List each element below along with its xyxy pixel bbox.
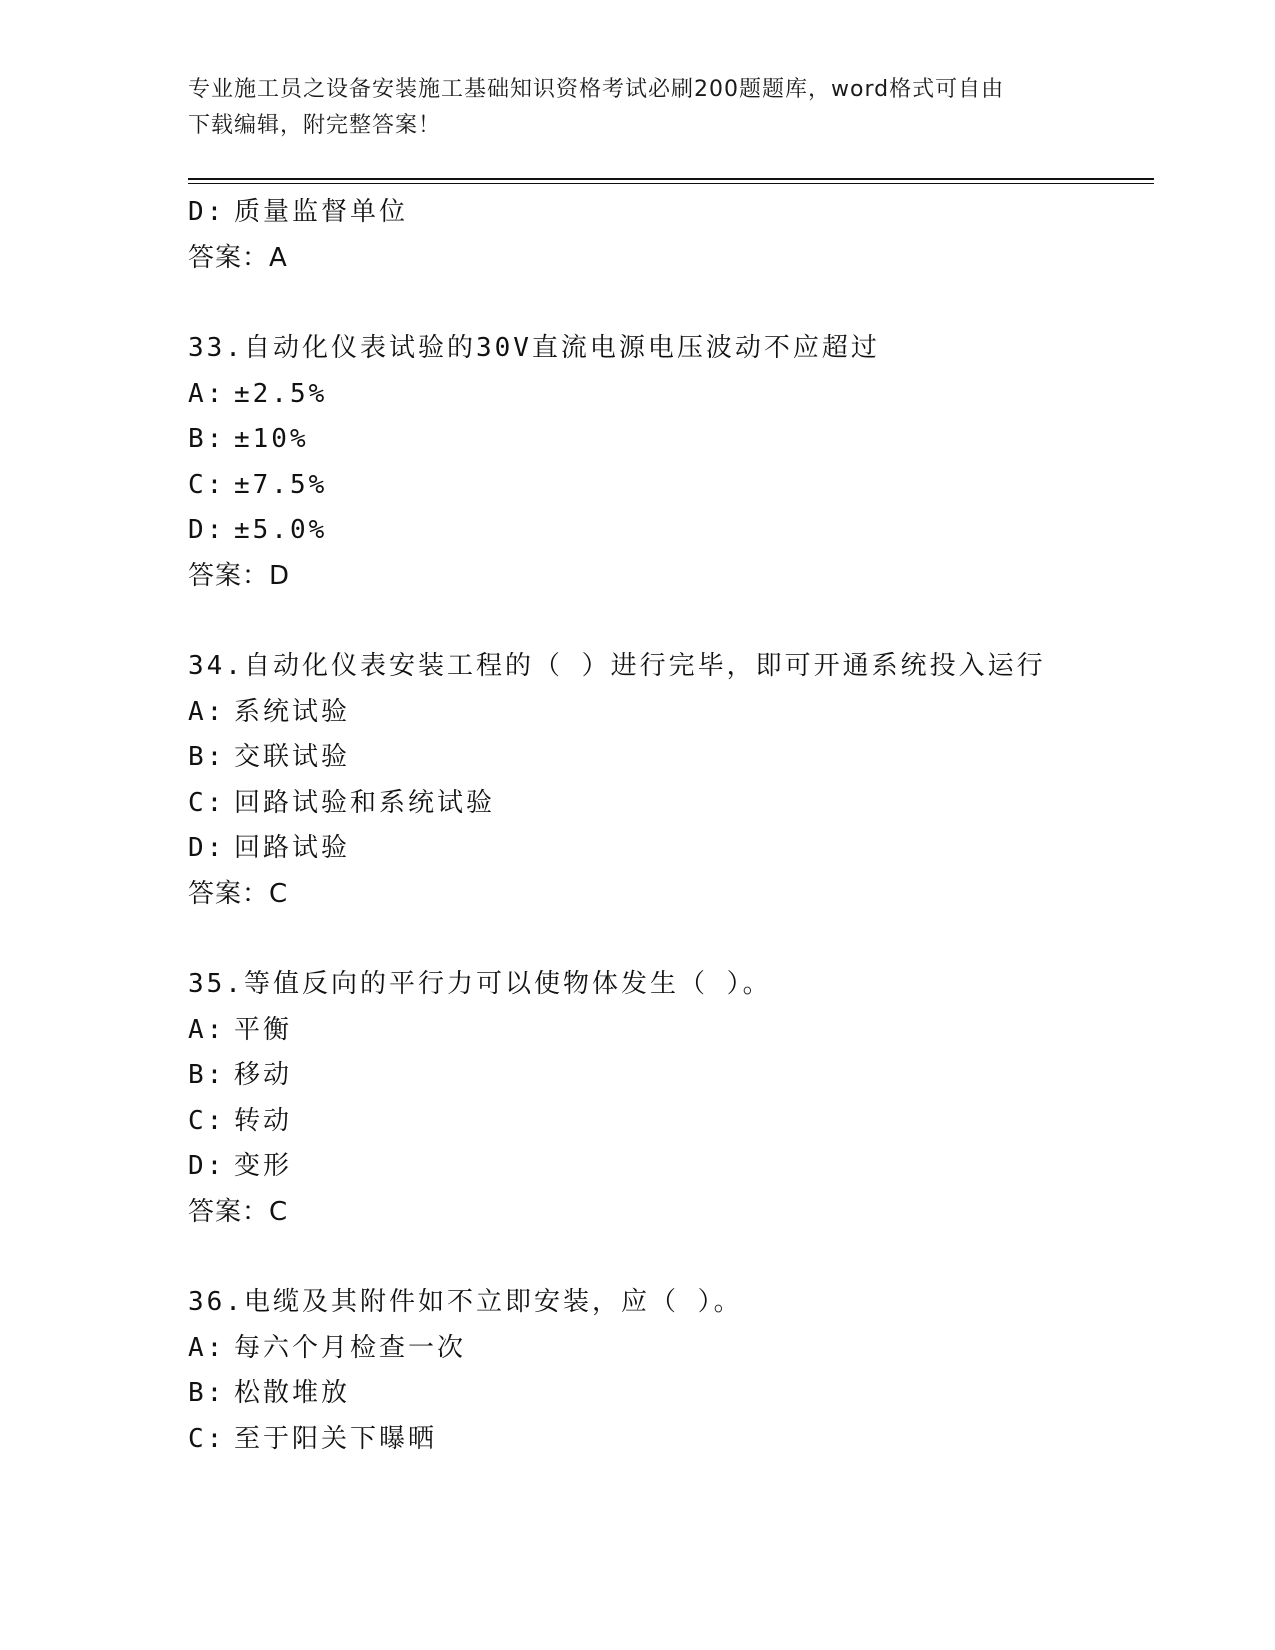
option-label: C: <box>188 469 226 500</box>
option-label: B: <box>188 1060 226 1090</box>
option-text: 回路试验 <box>234 833 351 863</box>
option-label: A: <box>188 1332 226 1363</box>
option-text: 回路试验和系统试验 <box>234 787 496 818</box>
option-text: 至于阳关下曝晒 <box>234 1423 438 1454</box>
option-label: B: <box>188 1378 226 1408</box>
option-d <box>188 826 1154 872</box>
option-text: 转动 <box>234 1105 293 1136</box>
question-stem: 33.自动化仪表试验的30V直流电源电压波动不应超过 <box>188 333 880 363</box>
option-c <box>188 1417 1154 1463</box>
option-label: D: <box>188 833 226 863</box>
option-label: D: <box>188 515 226 545</box>
option-b <box>188 417 1154 463</box>
option-label: A: <box>188 1014 226 1045</box>
option-text: ±7.5% <box>234 469 328 500</box>
option-text: 每六个月检查一次 <box>234 1332 467 1363</box>
answer-line: 答案：C <box>188 878 289 909</box>
question-36 <box>188 1280 1154 1462</box>
option-d <box>188 1144 1154 1190</box>
option-text: 平衡 <box>234 1014 293 1045</box>
question-34 <box>188 644 1154 917</box>
option-c <box>188 463 1154 509</box>
option-text: ±5.0% <box>234 515 328 545</box>
answer-line: 答案：A <box>188 242 288 273</box>
question-content <box>188 190 1154 1462</box>
option-text: 系统试验 <box>234 696 351 727</box>
header-rule-bottom <box>188 183 1154 184</box>
option-text: 移动 <box>234 1060 293 1090</box>
option-text: ±2.5% <box>234 378 328 409</box>
option-b <box>188 735 1154 781</box>
option-text: 交联试验 <box>234 742 351 772</box>
header-rule-top <box>188 178 1154 180</box>
option-label: B: <box>188 742 226 772</box>
document-header <box>188 72 1088 144</box>
option-text: 松散堆放 <box>234 1378 351 1408</box>
header-line-1: 专业施工员之设备安装施工基础知识资格考试必刷200题题库，word格式可自由 <box>188 77 1005 102</box>
question-33 <box>188 326 1154 599</box>
option-label: B: <box>188 424 226 454</box>
question-stem: 35.等值反向的平行力可以使物体发生（ ）。 <box>188 969 772 999</box>
question-stem: 36.电缆及其附件如不立即安装，应（ ）。 <box>188 1287 743 1317</box>
option-a <box>188 1326 1154 1372</box>
option-text: 质量监督单位 <box>234 197 409 227</box>
option-label: C: <box>188 1105 226 1136</box>
option-d <box>188 190 1154 236</box>
option-text: 变形 <box>234 1151 293 1181</box>
option-label: A: <box>188 378 226 409</box>
answer-line: 答案：D <box>188 560 291 591</box>
option-label: A: <box>188 696 226 727</box>
option-text: ±10% <box>234 424 309 454</box>
option-label: C: <box>188 1423 226 1454</box>
option-a <box>188 1008 1154 1054</box>
option-b <box>188 1371 1154 1417</box>
header-line-2: 下载编辑，附完整答案！ <box>188 113 442 138</box>
option-label: D: <box>188 197 226 227</box>
option-d <box>188 508 1154 554</box>
option-label: D: <box>188 1151 226 1181</box>
option-c <box>188 1099 1154 1145</box>
option-b <box>188 1053 1154 1099</box>
option-c <box>188 781 1154 827</box>
option-label: C: <box>188 787 226 818</box>
answer-line: 答案：C <box>188 1196 289 1227</box>
question-35 <box>188 962 1154 1235</box>
option-a <box>188 690 1154 736</box>
question-stem: 34.自动化仪表安装工程的（ ）进行完毕，即可开通系统投入运行 <box>188 651 1046 681</box>
previous-question-tail <box>188 190 1154 281</box>
option-a <box>188 372 1154 418</box>
